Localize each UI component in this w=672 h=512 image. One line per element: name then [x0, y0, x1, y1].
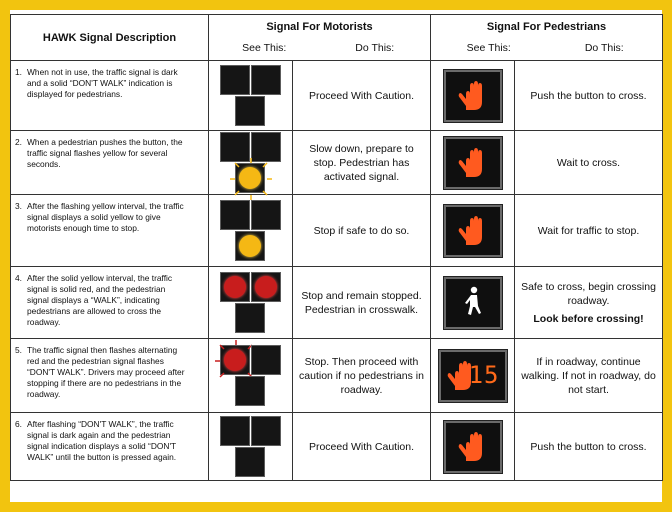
pedestrian-action: If in roadway, continue walking. If not in roadway, do not start. [515, 339, 663, 413]
flash-rays-icon [230, 158, 272, 200]
desc-line: motorists enough time to stop. [27, 223, 140, 233]
desc-line: signal indication displays a solid “DON'T [27, 441, 177, 451]
row-description [11, 267, 209, 339]
pedestrian-signal-dont-walk [431, 61, 515, 131]
desc-line: stopping if there are no pedestrians in the [27, 378, 182, 388]
motorist-action: Stop. Then proceed with caution if no pedestrians in roadway. [293, 339, 431, 413]
row-description [11, 131, 209, 195]
desc-line: After the solid yellow interval, the traffic [27, 273, 173, 283]
pedestrian-signal-dont-walk [431, 413, 515, 481]
hand-icon [446, 139, 500, 187]
motorist-signal-solid-red [209, 267, 293, 339]
motorist-action: Proceed With Caution. [293, 413, 431, 481]
desc-line: WALK” until the button is pressed again. [27, 452, 177, 462]
header-pedestrians-do: Do This: [584, 42, 624, 54]
pedestrian-action [515, 267, 663, 339]
red-lamp-left [224, 276, 246, 298]
desc-line: seconds. [27, 159, 61, 169]
desc-line: After the flashing yellow interval, the traffic [27, 201, 184, 211]
row-number: 5. [15, 345, 22, 355]
row-number: 4. [15, 273, 22, 283]
desc-line: red and the pedestrian signal flashes [27, 356, 164, 366]
row-number: 6. [15, 419, 22, 429]
row-description [11, 61, 209, 131]
desc-line: The traffic signal then flashes alternating [27, 345, 178, 355]
table-row [11, 131, 663, 195]
pedestrian-action: Wait to cross. [515, 131, 663, 195]
motorist-signal-flashing-yellow [209, 131, 293, 195]
walking-person-icon [446, 279, 500, 327]
hawk-signal-table [10, 14, 663, 481]
row-number: 3. [15, 201, 22, 211]
countdown-timer: 15 [468, 360, 500, 389]
row-number: 2. [15, 137, 22, 147]
header-pedestrians [431, 15, 663, 61]
desc-line: After flashing “DON'T WALK”, the traffic [27, 419, 174, 429]
hand-icon [446, 423, 500, 471]
header-pedestrians-title: Signal For Pedestrians [486, 21, 607, 33]
red-lamp-right [255, 276, 277, 298]
motorist-action: Stop and remain stopped. Pedestrian in crosswalk. [293, 267, 431, 339]
motorist-action: Proceed With Caution. [293, 61, 431, 131]
motorist-action: Stop if safe to do so. [293, 195, 431, 267]
pedestrian-action-text: Safe to cross, begin crossing roadway. [521, 280, 656, 307]
table-row [11, 339, 663, 413]
row-description [11, 413, 209, 481]
desc-line: traffic signal flashes yellow for several [27, 148, 168, 158]
desc-line: signal displays a “WALK”, indicating [27, 295, 160, 305]
header-row [11, 15, 663, 61]
desc-line: displayed for pedestrians. [27, 89, 123, 99]
desc-line: signal displays a solid yellow to give [27, 212, 161, 222]
table-row [11, 267, 663, 339]
pedestrian-signal-flashing-countdown [431, 339, 515, 413]
motorist-signal-flashing-red [209, 339, 293, 413]
hand-icon [446, 72, 500, 120]
motorist-signal-dark [209, 61, 293, 131]
desc-line: “DON'T WALK”. Drivers may proceed after [27, 367, 185, 377]
header-motorists [209, 15, 431, 61]
pedestrian-signal-dont-walk [431, 195, 515, 267]
desc-line: and a solid “DON'T WALK” indication is [27, 78, 173, 88]
table-row [11, 61, 663, 131]
header-description: HAWK Signal Description [11, 15, 209, 61]
pedestrian-action: Push the button to cross. [515, 61, 663, 131]
yellow-lamp [239, 235, 261, 257]
header-motorists-title: Signal For Motorists [266, 21, 373, 33]
desc-line: signal is dark again and the pedestrian [27, 430, 171, 440]
desc-line: roadway. [27, 317, 61, 327]
motorist-signal-dark [209, 413, 293, 481]
header-motorists-see: See This: [242, 42, 287, 54]
pedestrian-action: Wait for traffic to stop. [515, 195, 663, 267]
desc-line: pedestrians are allowed to cross the [27, 306, 162, 316]
desc-line: signal is solid red, and the pedestrian [27, 284, 166, 294]
desc-line: When a pedestrian pushes the button, the [27, 137, 183, 147]
hand-icon [446, 207, 500, 255]
desc-line: roadway. [27, 389, 61, 399]
pedestrian-signal-dont-walk [431, 131, 515, 195]
table-row [11, 413, 663, 481]
row-number: 1. [15, 67, 22, 77]
table-row [11, 195, 663, 267]
header-pedestrians-see: See This: [466, 42, 511, 54]
pedestrian-signal-walk [431, 267, 515, 339]
pedestrian-action: Push the button to cross. [515, 413, 663, 481]
desc-line: When not in use, the traffic signal is dark [27, 67, 178, 77]
pedestrian-action-warning: Look before crossing! [533, 312, 644, 325]
motorist-signal-solid-yellow [209, 195, 293, 267]
row-description [11, 339, 209, 413]
motorist-action: Slow down, prepare to stop. Pedestrian has activated signal. [293, 131, 431, 195]
header-motorists-do: Do This: [355, 42, 395, 54]
row-description [11, 195, 209, 267]
